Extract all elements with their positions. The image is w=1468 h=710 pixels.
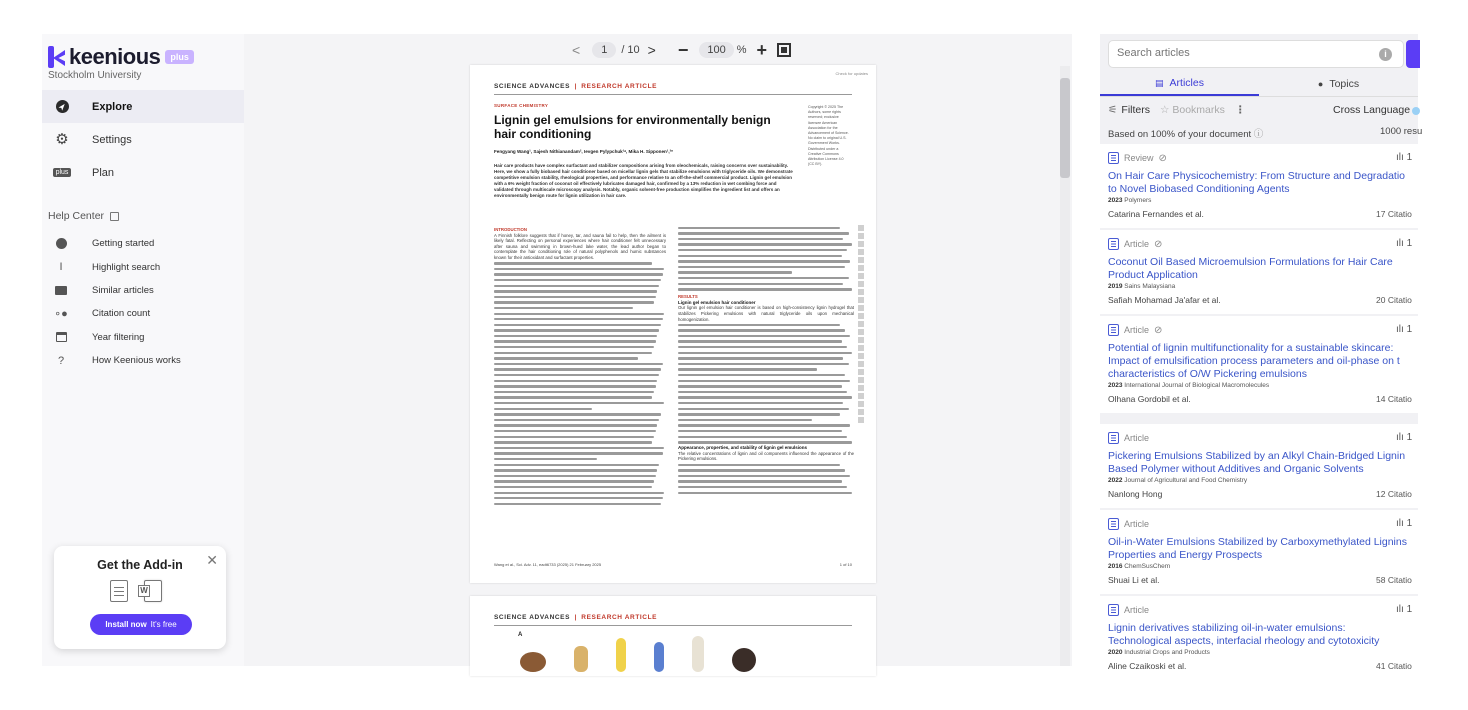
- result-card[interactable]: [1100, 144, 1418, 228]
- keenious-logo-icon: [48, 46, 66, 68]
- coverage-text: Based on 100% of your document: [1108, 129, 1252, 140]
- result-journal: ChemSusChem: [1124, 563, 1171, 570]
- result-type-label: Article: [1124, 239, 1150, 249]
- prev-page-icon[interactable]: <: [572, 42, 581, 58]
- relevance-value: 1: [1406, 238, 1413, 249]
- relevance-chart-icon[interactable]: [1396, 518, 1412, 529]
- result-authors: Shuai Li et al.: [1108, 575, 1160, 585]
- result-meta: [1108, 563, 1170, 570]
- text-line: [678, 287, 854, 293]
- zoom-level-input[interactable]: 100: [699, 42, 733, 58]
- install-button-label: Install now: [105, 620, 147, 629]
- bar-chart-icon: ılı: [1396, 518, 1407, 529]
- help-center-label: Help Center: [48, 210, 105, 222]
- help-item-label: Citation count: [92, 308, 151, 320]
- relevance-value: 1: [1406, 432, 1413, 443]
- organization-name: Stockholm University: [48, 70, 142, 81]
- brand-logo[interactable]: [48, 44, 194, 70]
- result-card[interactable]: [1100, 316, 1418, 413]
- info-circle-icon[interactable]: ⓘ: [1253, 129, 1264, 140]
- result-journal: Polymers: [1124, 197, 1152, 204]
- result-type: [1108, 518, 1149, 530]
- install-addin-button[interactable]: [90, 614, 192, 635]
- product-bottle-image: [654, 642, 664, 672]
- cross-language-label: Cross Language: [1333, 104, 1411, 116]
- result-meta: [1108, 649, 1210, 656]
- figure-panel-label: A: [518, 632, 523, 638]
- document-icon: [1108, 518, 1119, 530]
- word-icon: W: [138, 580, 162, 602]
- nav-item-explore[interactable]: [42, 90, 244, 123]
- relevance-chart-icon[interactable]: [1396, 432, 1412, 443]
- text-line: [494, 501, 666, 507]
- result-authors: Catarina Fernandes et al.: [1108, 209, 1204, 219]
- results-text: Our lignin gel emulsion hair conditioner is based on high-consistency lignin hydrogel that stabilizes Pickering emulsions with natural triglyceride oils upon mechanical homogenization.: [678, 305, 854, 322]
- result-title-line: Impact of emulsification process parameters and oil-phase on t: [1108, 355, 1400, 367]
- search-panel: [1100, 34, 1423, 671]
- result-card[interactable]: [1100, 596, 1418, 680]
- result-journal: Industrial Crops and Products: [1124, 649, 1210, 656]
- intro-text: A Finnish folklore suggests that if honey, tar, and sauna fail to help, then the ailment is likely fatal. Reflecting on personal experiences where hair conditioner felt unnecessary after sauna and swimming in brown-hued lake water, the lead author began to contemplate the hair conditioning role of natural polyphenols and humic substances known for their antioxidant and surfactant properties.: [494, 232, 666, 260]
- nav-item-label: Settings: [92, 133, 132, 146]
- document-icon: [1108, 604, 1119, 616]
- help-item-highlight-search[interactable]: [42, 255, 244, 278]
- document-icon: [1108, 152, 1119, 164]
- result-type: [1108, 604, 1149, 616]
- journal-header: [494, 614, 657, 621]
- result-year: 2016: [1108, 563, 1123, 570]
- body-text-lines: [678, 322, 854, 445]
- results-subheading: Lignin gel emulsion hair conditioner: [678, 299, 756, 305]
- next-page-icon[interactable]: >: [647, 42, 656, 58]
- body-column-left: [494, 225, 666, 507]
- calendar-icon: [54, 330, 68, 344]
- compass-icon: [54, 99, 70, 115]
- tab-divider: [1100, 96, 1418, 97]
- bar-chart-icon: ılı: [1396, 152, 1407, 163]
- product-bottle-image: [692, 636, 704, 672]
- help-list: [42, 232, 244, 372]
- result-title-line: Oil-in-Water Emulsions Stabilized by Carboxymethylated Lignins: [1108, 536, 1407, 548]
- appearance-subheading: Appearance, properties, and stability of lignin gel emulsions: [678, 445, 808, 451]
- help-item-label: How Keenious works: [92, 355, 181, 367]
- cross-language-toggle[interactable]: [1412, 107, 1420, 115]
- paper-title: Lignin gel emulsions for environmentally benign hair conditioning: [494, 113, 771, 141]
- plan-badge: plus: [165, 50, 194, 64]
- nav-item-plan[interactable]: [42, 156, 244, 189]
- result-title-line: On Hair Care Physicochemistry: From Structure and Degradatio: [1108, 170, 1406, 182]
- result-title-link[interactable]: [1108, 256, 1428, 282]
- result-title-line: Coconut Oil Based Microemulsion Formulations for Hair Care: [1108, 256, 1393, 268]
- appearance-text: The relative concentrations of lignin and oil components influenced the appearance of the Pickering emulsions.: [678, 450, 854, 462]
- body-text-lines: [494, 261, 666, 507]
- relevance-chart-icon[interactable]: [1396, 152, 1412, 163]
- coverage-row: [1108, 126, 1423, 140]
- main-nav: [42, 90, 244, 189]
- result-title-line: Product Application: [1108, 269, 1198, 281]
- result-meta: [1108, 477, 1247, 484]
- oil-bottle-image: [574, 646, 588, 672]
- page-number-input[interactable]: 1: [592, 42, 616, 58]
- check-for-updates-badge[interactable]: Check for updates: [835, 71, 868, 76]
- result-card[interactable]: [1100, 424, 1418, 508]
- copyright-notice: Copyright © 2025 The Authors, some rights reserved; exclusive licensee American Association for the Advancement of Science. No claim to original U.S. Government Works. Distributed under a Creative Commons Attribution License 4.0 (CC BY).: [808, 105, 849, 167]
- search-input[interactable]: [1117, 47, 1357, 59]
- result-title-line: characteristics of O/W Pickering emulsions: [1108, 368, 1307, 380]
- result-citations: 14 Citatio: [1376, 394, 1412, 404]
- result-type: [1108, 432, 1149, 444]
- header-separator: |: [574, 614, 577, 621]
- sidebar: [42, 34, 244, 666]
- text-line: [678, 490, 854, 496]
- scrollbar-thumb[interactable]: [1060, 78, 1070, 178]
- tab-topics[interactable]: [1259, 72, 1418, 96]
- result-card[interactable]: [1100, 510, 1418, 594]
- document-icon: [1108, 238, 1119, 250]
- document-icon: [110, 580, 128, 602]
- brand-name: keenious: [69, 44, 161, 69]
- results-heading: RESULTS: [678, 294, 698, 300]
- paper-abstract: Hair care products have complex surfactant and stabilizer compositions arising from oleochemicals, raising concerns over sustainability. Here, we show a fully biobased hair conditioner based on micellar lignin gels that stabilize emulsions with triglyceride oils. We demonstrate competitive emulsion stability, rheological properties, and performance relative to an off-the-shelf commercial product. Lignin gel emulsion with a 6% weight fraction of coconut oil effectively lubricates damaged hair, confirmed by a 13% reduction in wet combing force and validated through multiscale microscopy analysis. Notably, organic solvent-free production simplifies the ingredient list and offers an environmentally benign route for lignin utilization in hair care.: [494, 163, 793, 198]
- result-title-line: Potential of lignin multifunctionality for a sustainable skincare:: [1108, 342, 1394, 354]
- body-column-right: [678, 225, 854, 496]
- oil-bottle-image: [616, 638, 626, 672]
- header-rule: [494, 625, 852, 626]
- search-button[interactable]: [1406, 40, 1420, 68]
- open-access-icon: ⊘: [1154, 238, 1163, 250]
- relevance-value: 1: [1406, 604, 1413, 615]
- document-icon: [1108, 432, 1119, 444]
- paper-authors: Fengyang Wang¹, Sajesh Nithianandam², Ievgen Pylypchuk¹ᵃ, Mika H. Sipponen¹,³*: [494, 149, 673, 154]
- result-year: 2020: [1108, 649, 1123, 656]
- result-meta: [1108, 283, 1175, 290]
- folder-icon: [54, 283, 68, 297]
- bookmarks-label: Bookmarks: [1172, 104, 1225, 116]
- journal-header: [494, 83, 657, 90]
- viewer-scrollbar[interactable]: [1060, 66, 1070, 666]
- zoom-out-icon[interactable]: −: [677, 40, 689, 60]
- open-access-icon: ⊘: [1154, 324, 1163, 336]
- addin-promo-card: [54, 546, 226, 649]
- result-title-link[interactable]: [1108, 342, 1428, 381]
- nav-item-settings[interactable]: [42, 123, 244, 156]
- pdf-page-1: [470, 65, 876, 583]
- result-authors: Olhana Gordobil et al.: [1108, 394, 1191, 404]
- body-text-lines: [678, 225, 854, 292]
- external-link-icon: [110, 212, 119, 221]
- result-type-label: Article: [1124, 325, 1150, 335]
- help-item-similar-articles[interactable]: [42, 279, 244, 302]
- bar-chart-icon: ılı: [1396, 238, 1407, 249]
- relevance-chart-icon[interactable]: [1396, 324, 1412, 335]
- relevance-value: 1: [1406, 152, 1413, 163]
- nav-item-label: Explore: [92, 100, 133, 113]
- intro-heading: INTRODUCTION: [494, 227, 527, 232]
- lignin-sample-image: [732, 648, 756, 672]
- topics-icon: ●: [1317, 79, 1324, 89]
- more-options-icon[interactable]: ⋮: [1234, 104, 1246, 116]
- result-meta: [1108, 382, 1269, 389]
- figure-images: [520, 636, 756, 672]
- result-type-label: Article: [1124, 605, 1150, 615]
- filters-button[interactable]: Filters: [1121, 104, 1151, 116]
- page-total: / 10: [621, 44, 640, 56]
- section-label: SURFACE CHEMISTRY: [494, 103, 549, 108]
- filter-bar: [1108, 104, 1418, 116]
- result-year: 2023: [1108, 197, 1123, 204]
- result-title-line: Based Polymer without Additives and Organic Solvents: [1108, 463, 1364, 475]
- document-icon: [1108, 324, 1119, 336]
- help-item-label: Similar articles: [92, 284, 154, 296]
- result-type-label: Article: [1124, 433, 1150, 443]
- search-box: [1108, 40, 1404, 68]
- journal-name: SCIENCE ADVANCES: [494, 83, 571, 90]
- header-separator: |: [574, 83, 577, 90]
- help-item-label: Highlight search: [92, 261, 161, 273]
- pdf-toolbar: [564, 40, 791, 60]
- result-authors: Nanlong Hong: [1108, 489, 1163, 499]
- citation-icon: ∘●: [54, 308, 68, 321]
- result-type: [1108, 324, 1162, 336]
- help-item-how-keenious-works[interactable]: [42, 349, 244, 372]
- help-item-citation-count[interactable]: [42, 302, 244, 325]
- relevance-value: 1: [1406, 518, 1413, 529]
- info-icon[interactable]: i: [1379, 48, 1392, 61]
- result-journal: Sains Malaysiana: [1124, 283, 1176, 290]
- result-journal: International Journal of Biological Macromolecules: [1124, 382, 1270, 389]
- articles-icon: ▤: [1155, 77, 1164, 88]
- filters-icon: ⚟: [1108, 104, 1118, 116]
- zoom-unit: %: [736, 44, 747, 56]
- journal-name: SCIENCE ADVANCES: [494, 614, 571, 621]
- install-button-sub: It's free: [150, 620, 177, 629]
- result-title-line: Technological aspects, interfacial rheology and cytotoxicity: [1108, 635, 1380, 647]
- help-item-getting-started[interactable]: [42, 232, 244, 255]
- help-item-year-filtering[interactable]: [42, 326, 244, 349]
- result-citations: 17 Citatio: [1376, 209, 1412, 219]
- result-year: 2019: [1108, 283, 1123, 290]
- result-journal: Journal of Agricultural and Food Chemistry: [1124, 477, 1248, 484]
- tab-articles[interactable]: [1100, 72, 1259, 96]
- relevance-value: 1: [1406, 324, 1413, 335]
- result-citations: 58 Citatio: [1376, 575, 1412, 585]
- bar-chart-icon: ılı: [1396, 324, 1407, 335]
- result-citations: 12 Citatio: [1376, 489, 1412, 499]
- help-item-label: Getting started: [92, 238, 155, 250]
- fit-page-icon[interactable]: [777, 43, 791, 57]
- result-title-line: Lignin derivatives stabilizing oil-in-water emulsions:: [1108, 622, 1346, 634]
- page-footer-citation: Wang et al., Sci. Adv. 11, eadt6733 (2025) 21 February 2025: [494, 562, 602, 567]
- addin-illustration: [110, 580, 162, 602]
- result-type: [1108, 152, 1167, 164]
- relevance-chart-icon[interactable]: [1396, 238, 1412, 249]
- result-type-label: Review: [1124, 153, 1154, 163]
- play-circle-icon: [54, 237, 68, 251]
- result-year: 2023: [1108, 382, 1123, 389]
- result-citations: 41 Citatio: [1376, 661, 1412, 671]
- article-type: RESEARCH ARTICLE: [581, 83, 658, 90]
- result-title-line: to Novel Biobased Conditioning Agents: [1108, 183, 1290, 195]
- bar-chart-icon: ılı: [1396, 604, 1407, 615]
- coconut-image: [520, 652, 546, 672]
- bar-chart-icon: ılı: [1396, 432, 1407, 443]
- result-title-link[interactable]: [1108, 450, 1428, 476]
- open-access-icon: ⊘: [1158, 152, 1167, 164]
- side-doi-strip: [858, 225, 864, 425]
- tab-label: Articles: [1169, 77, 1204, 89]
- close-icon[interactable]: ✕: [206, 552, 218, 568]
- addin-title: Get the Add-in: [97, 558, 183, 572]
- pdf-page-2: [470, 596, 876, 676]
- result-type-label: Article: [1124, 519, 1150, 529]
- result-title-link[interactable]: [1108, 622, 1428, 648]
- zoom-in-icon[interactable]: +: [756, 39, 768, 60]
- plus-badge-icon: plus: [54, 165, 70, 181]
- pdf-viewer: [244, 34, 1072, 666]
- bookmarks-button[interactable]: ☆ Bookmarks: [1160, 104, 1225, 116]
- result-count: 1000 resu: [1380, 126, 1423, 137]
- result-title-line: Pickering Emulsions Stabilized by an Alkyl Chain-Bridged Lignin: [1108, 450, 1406, 462]
- relevance-chart-icon[interactable]: [1396, 604, 1412, 615]
- text-cursor-icon: I: [59, 261, 63, 274]
- body-text-lines: [678, 462, 854, 496]
- nav-item-label: Plan: [92, 166, 115, 179]
- tab-label: Topics: [1329, 78, 1360, 90]
- result-tabs: [1100, 72, 1418, 96]
- result-title-line: Properties and Energy Prospects: [1108, 549, 1263, 561]
- article-type: RESEARCH ARTICLE: [581, 614, 658, 621]
- result-authors: Safiah Mohamad Ja'afar et al.: [1108, 295, 1221, 305]
- help-item-label: Year filtering: [92, 331, 145, 343]
- gear-icon: ⚙: [55, 130, 69, 148]
- result-title-link[interactable]: [1108, 170, 1428, 196]
- result-card[interactable]: [1100, 230, 1418, 314]
- result-citations: 20 Citatio: [1376, 295, 1412, 305]
- header-rule: [494, 94, 852, 95]
- result-authors: Aline Czaikoski et al.: [1108, 661, 1187, 671]
- result-title-link[interactable]: [1108, 536, 1428, 562]
- help-center-link[interactable]: [48, 210, 119, 222]
- question-icon: ?: [57, 354, 65, 367]
- result-year: 2022: [1108, 477, 1123, 484]
- result-meta: [1108, 197, 1151, 204]
- page-footer-number: 1 of 10: [839, 562, 852, 567]
- result-type: [1108, 238, 1162, 250]
